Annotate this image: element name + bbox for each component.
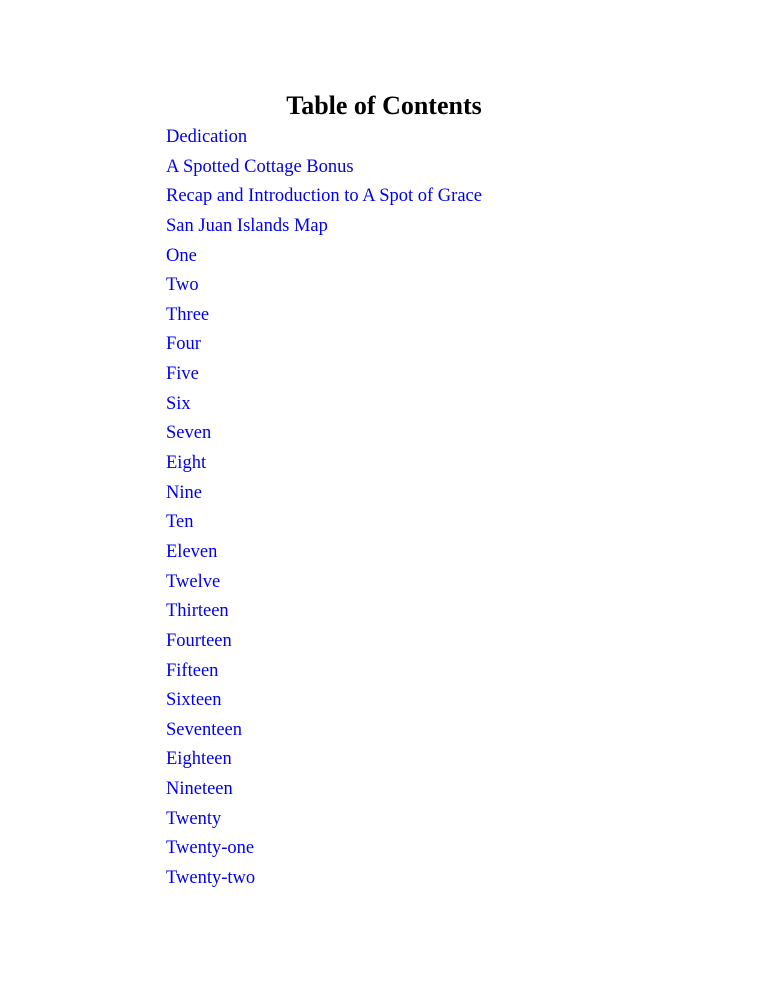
- toc-link[interactable]: San Juan Islands Map: [166, 215, 328, 236]
- toc-link[interactable]: Fifteen: [166, 660, 219, 681]
- toc-entry: [166, 539, 482, 569]
- toc-entry: [166, 628, 482, 658]
- toc-link[interactable]: Eleven: [166, 541, 218, 562]
- toc-link[interactable]: Twenty-one: [166, 838, 255, 859]
- toc-link[interactable]: Twenty: [166, 808, 222, 829]
- toc-link[interactable]: Seven: [166, 423, 212, 444]
- toc-link[interactable]: Thirteen: [166, 601, 229, 622]
- toc-link[interactable]: Three: [166, 304, 210, 325]
- toc-entry: [166, 361, 482, 391]
- toc-link[interactable]: Eight: [166, 453, 207, 474]
- toc-entry: [166, 302, 482, 332]
- toc-entry: [166, 124, 482, 154]
- toc-link[interactable]: Twelve: [166, 571, 221, 592]
- toc-entry: [166, 687, 482, 717]
- toc-entry: [166, 213, 482, 243]
- toc-entry: [166, 746, 482, 776]
- toc-entry: [166, 835, 482, 865]
- toc-link[interactable]: Seventeen: [166, 719, 243, 740]
- toc-entry: [166, 331, 482, 361]
- toc-entry: [166, 272, 482, 302]
- toc-link[interactable]: Eighteen: [166, 749, 232, 770]
- toc-link[interactable]: Dedication: [166, 127, 248, 147]
- toc-entry: [166, 420, 482, 450]
- toc-entry: [166, 776, 482, 806]
- toc-link[interactable]: Nineteen: [166, 779, 233, 800]
- toc-entry: [166, 598, 482, 628]
- toc-title: Table of Contents: [286, 91, 482, 120]
- toc-entry: [166, 450, 482, 480]
- toc-entry: [166, 391, 482, 421]
- toc-entry: [166, 154, 482, 184]
- toc-entry: [166, 865, 482, 895]
- toc-entry: [166, 806, 482, 836]
- toc-link[interactable]: Ten: [166, 512, 194, 533]
- toc-link[interactable]: One: [166, 245, 197, 266]
- toc-link[interactable]: Four: [166, 334, 201, 355]
- toc-link[interactable]: Sixteen: [166, 690, 222, 711]
- toc-link[interactable]: Recap and Introduction to A Spot of Grace: [166, 186, 482, 207]
- toc-entry: [166, 509, 482, 539]
- toc-entry: [166, 243, 482, 273]
- toc-entry: [166, 480, 482, 510]
- toc-link[interactable]: Nine: [166, 482, 202, 503]
- toc-link[interactable]: Five: [166, 364, 199, 385]
- toc-link[interactable]: A Spotted Cottage Bonus: [166, 156, 354, 177]
- toc-link[interactable]: Two: [166, 275, 199, 296]
- toc-link[interactable]: Fourteen: [166, 630, 232, 651]
- toc-entry: [166, 658, 482, 688]
- toc-link[interactable]: Six: [166, 393, 191, 414]
- toc-link[interactable]: Twenty-two: [166, 868, 256, 889]
- toc-entry: [166, 569, 482, 599]
- toc-entry: [166, 183, 482, 213]
- toc-entry: [166, 717, 482, 747]
- toc-list: [166, 124, 482, 895]
